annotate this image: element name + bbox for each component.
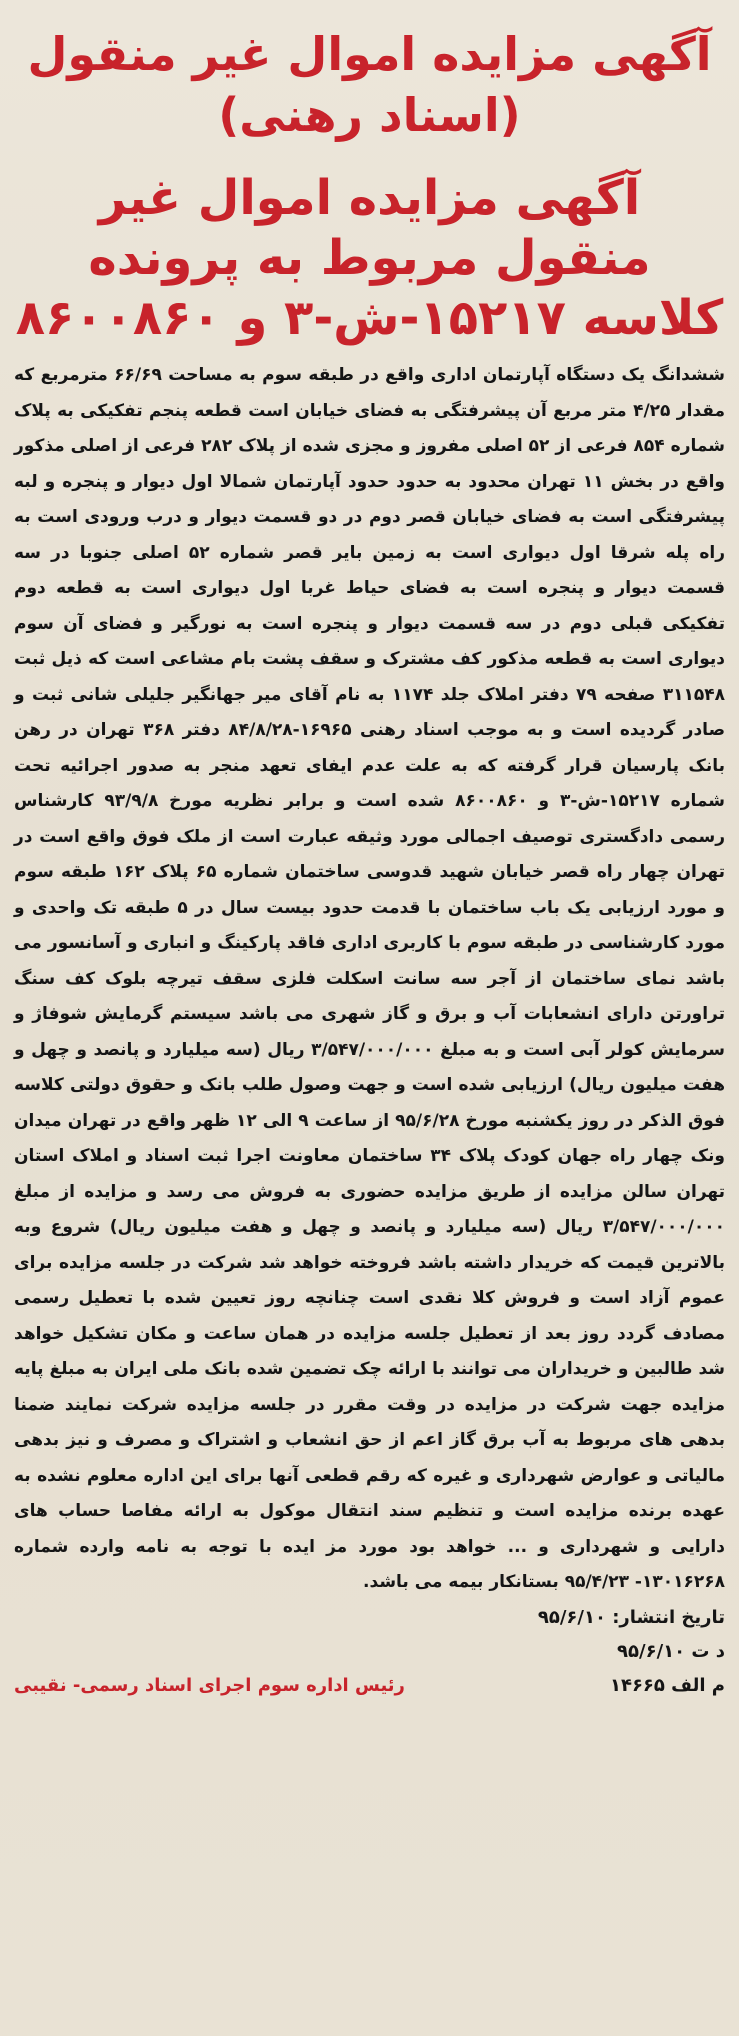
- notice-body: ششدانگ یک دستگاه آپارتمان اداری واقع در طبقه سوم به مساحت ۶۶/۶۹ مترمربع که مقدار ۴/۲۵ متر مربع آن پیشرفتگی به فضای خیابان است قطعه پنجم تفکیکی به پلاک شماره ۸۵۴ فرعی از ۵۲ اصلی مفروز و مجزی شده از پلاک ۲۸۲ فرعی از اصلی مذکور واقع در بخش ۱۱ تهران محدود به حدود حدود آپارتمان شمالا اول دیوار و پنجره و لبه پیشرفتگی است به فضای خیابان قصر دوم در دو قسمت دیوار و درب ورودی است به راه پله شرقا اول دیواری است به زمین بایر قصر شماره ۵۲ اصلی جنوبا در سه قسمت دیوار و پنجره است به فضای حیاط غربا اول دیواری است به قطعه دوم تفکیکی قبلی دوم در سه قسمت دیوار و پنجره است به نورگیر و فضای آن سوم دیواری است به قطعه مذکور کف مشترک و سقف پشت بام مشاعی است که ذیل ثبت ۳۱۱۵۴۸ صفحه ۷۹ دفتر املاک جلد ۱۱۷۴ به نام آقای میر جهانگیر جلیلی شانی ثبت و صادر گردیده است و به موجب اسناد رهنی ۱۶۹۶۵-۸۴/۸/۲۸ دفتر ۳۶۸ تهران در رهن بانک پارسیان قرار گرفته که به علت عدم ایفای تعهد منجر به صدور اجرائیه تحت شماره ۱۵۲۱۷-ش-۳ و ۸۶۰۰۸۶۰ شده است و برابر نظریه مورخ ۹۳/۹/۸ کارشناس رسمی دادگستری توصیف اجمالی مورد وثیقه عبارت است از ملک فوق واقع است در تهران چهار راه قصر خیابان شهید قدوسی ساختمان شماره ۶۵ پلاک ۱۶۲ طبقه سوم و مورد ارزیابی یک باب ساختمان با قدمت حدود بیست سال در ۵ طبقه تک واحدی و مورد کارشناسی در طبقه سوم با کاربری اداری فاقد پارکینگ و انباری و آسانسور می باشد نمای ساختمان از آجر سه سانت اسکلت فلزی سقف تیرچه بلوک کف سنگ تراورتن دارای انشعابات آب و برق و گاز شهری می باشد سیستم گرمایش شوفاژ و سرمایش کولر آبی است و به مبلغ ۳/۵۴۷/۰۰۰/۰۰۰ ریال (سه میلیارد و پانصد و چهل و هفت میلیون ریال) ارزیابی شده است و جهت وصول طلب بانک و حقوق دولتی کلاسه فوق الذکر در روز یکشنبه مورخ ۹۵/۶/۲۸ از ساعت ۹ الی ۱۲ ظهر واقع در تهران میدان ونک چهار راه جهان کودک پلاک ۳۴ ساختمان معاونت اجرا ثبت اسناد و املاک استان تهران سالن مزایده از طریق مزایده حضوری به فروش می رسد و مزایده از مبلغ ۳/۵۴۷/۰۰۰/۰۰۰ ریال (سه میلیارد و پانصد و چهل و هفت میلیون ریال) شروع وبه بالاترین قیمت که خریدار داشته باشد فروخته خواهد شد شرکت در جلسه مزایده برای عموم آزاد است و فروش کلا نقدی است چنانچه روز تعیین شده با تعطیل رسمی مصادف گردد روز بعد از تعطیل جلسه مزایده در همان ساعت و مکان تشکیل خواهد شد طالبین و خریداران می توانند با ارائه چک تضمین شده بانک ملی ایران به مبلغ پایه مزایده جهت شرکت در مزایده در وقت مقرر در جلسه مزایده شرکت نمایند ضمنا بدهی های مربوط به آب برق گاز اعم از حق انشعاب و اشتراک و مصرف و نیز بدهی مالیاتی و عوارض شهرداری و غیره که رقم قطعی آنها برای این اداره معلوم نشده به عهده برنده مزایده است و تنظیم سند انتقال موکول به ارائه مفاصا حساب های دارایی و شهرداری و ... خواهد بود مورد مز ایده با توجه به نامه وارده شماره ۱۳۰۱۶۲۶۸- ۹۵/۴/۲۳ بستانکار بیمه می باشد.: [14, 365, 726, 1592]
- signature: رئیس اداره سوم اجرای اسناد رسمی- نقیبی: [14, 1674, 405, 1696]
- header-subtitle: (اسناد رهنی): [218, 88, 521, 142]
- header-title: آگهی مزایده اموال غیر منقول: [27, 27, 712, 81]
- notice-meta: [14, 1601, 725, 1703]
- code-malef: م الف ۱۴۶۶۵: [609, 1674, 725, 1696]
- footer-row: [14, 1669, 725, 1703]
- notice-title: آگهی مزایده اموال غیر منقول مربوط به پرونده کلاسه ۱۵۲۱۷-ش-۳ و ۸۶۰۰۸۶۰: [15, 170, 724, 346]
- publish-date: تاریخ انتشار: ۹۵/۶/۱۰: [537, 1606, 725, 1628]
- code-dt: د ت ۹۵/۶/۱۰: [617, 1640, 725, 1662]
